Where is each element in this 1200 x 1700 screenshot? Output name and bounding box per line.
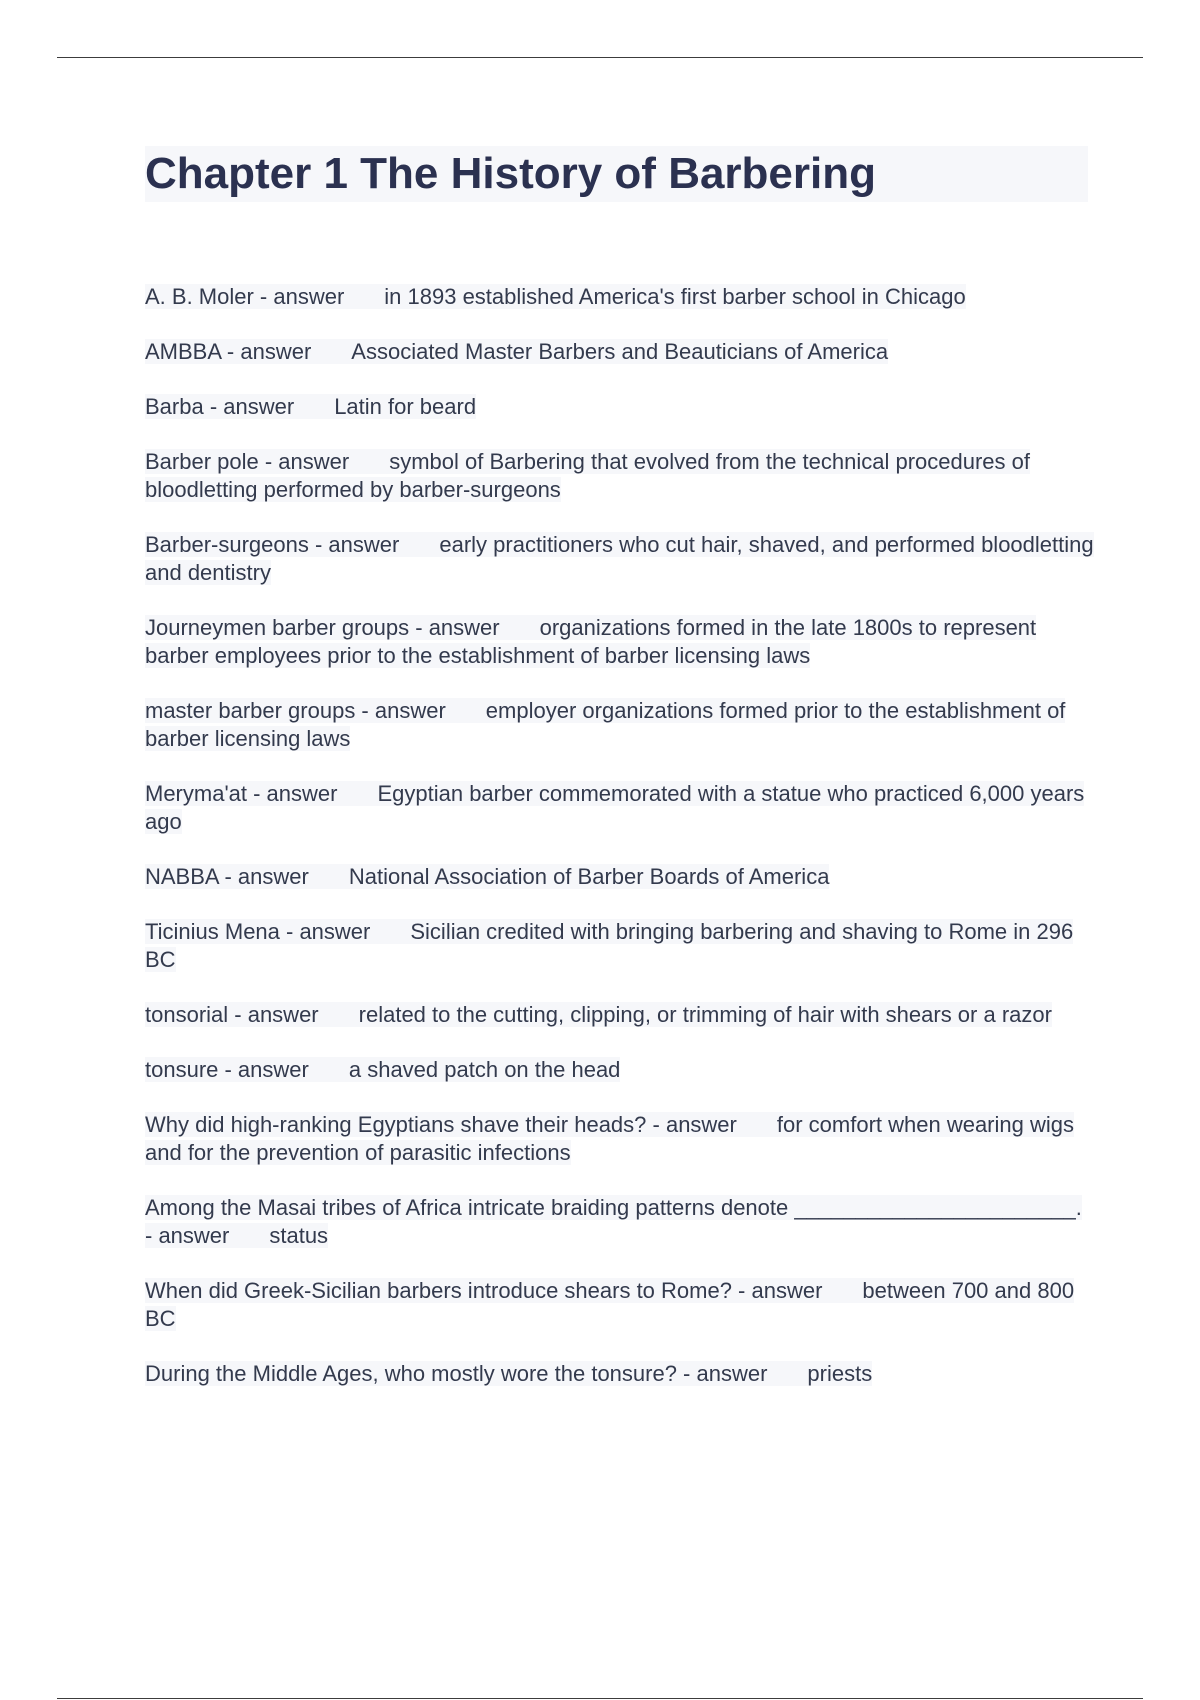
entry-term: Meryma'at - answer [145,781,338,806]
entry-term: NABBA - answer [145,864,309,889]
flashcard-entry [145,393,1095,421]
page-title: Chapter 1 The History of Barbering [145,149,877,198]
entry-answer: a shaved patch on the head [348,1057,621,1082]
flashcard-entry [145,697,1095,753]
flashcard-entry [145,918,1095,974]
flashcard-entry [145,283,1095,311]
flashcard-entry [145,780,1095,836]
entry-term: AMBBA - answer [145,339,312,364]
entry-answer: employer organizations formed prior to the establishment of barber licensing laws [145,698,1066,751]
entry-answer: for comfort when wearing wigs and for the prevention of parasitic infections [145,1112,1074,1165]
top-divider [57,57,1143,58]
flashcard-entry [145,1277,1095,1333]
entry-term: Barba - answer [145,394,295,419]
entry-answer: Associated Master Barbers and Beauticians of America [351,339,889,364]
entry-answer: Latin for beard [334,394,477,419]
entry-answer: National Association of Barber Boards of America [348,864,830,889]
entry-answer: Egyptian barber commemorated with a statue who practiced 6,000 years ago [145,781,1085,834]
entry-term: tonsorial - answer [145,1002,319,1027]
flashcard-entry [145,338,1095,366]
flashcard-entry [145,1194,1095,1250]
entry-answer: related to the cutting, clipping, or trimming of hair with shears or a razor [358,1002,1052,1027]
entry-term: master barber groups - answer [145,698,446,723]
entry-answer: status [269,1223,329,1248]
flashcard-entry [145,1360,1095,1388]
entry-term: When did Greek-Sicilian barbers introduce shears to Rome? - answer [145,1278,823,1303]
entry-term: Why did high-ranking Egyptians shave their heads? - answer [145,1112,737,1137]
entry-term: Among the Masai tribes of Africa intricate braiding patterns denote _______________________. - answer [145,1195,1082,1248]
entry-answer: organizations formed in the late 1800s to represent barber employees prior to the establishment of barber licensing laws [145,615,1037,668]
entry-answer: priests [807,1361,873,1386]
entry-term: During the Middle Ages, who mostly wore the tonsure? - answer [145,1361,768,1386]
entry-term: tonsure - answer [145,1057,309,1082]
entry-answer: Sicilian credited with bringing barbering and shaving to Rome in 296 BC [145,919,1074,972]
flashcard-entry [145,1111,1095,1167]
entry-term: A. B. Moler - answer [145,284,345,309]
flashcard-entry [145,531,1095,587]
bottom-divider [57,1698,1143,1699]
entry-term: Ticinius Mena - answer [145,919,371,944]
flashcard-entry [145,448,1095,504]
entry-answer: symbol of Barbering that evolved from the technical procedures of bloodletting performed by barber-surgeons [145,449,1031,502]
flashcard-entry [145,1001,1095,1029]
entry-term: Barber pole - answer [145,449,350,474]
flashcard-entry [145,1056,1095,1084]
entry-answer: early practitioners who cut hair, shaved, and performed bloodletting and dentistry [145,532,1094,585]
flashcard-list [145,283,1095,1415]
flashcard-entry [145,863,1095,891]
entry-answer: between 700 and 800 BC [145,1278,1075,1331]
entry-answer: in 1893 established America's first barber school in Chicago [384,284,966,309]
entry-term: Journeymen barber groups - answer [145,615,500,640]
flashcard-entry [145,614,1095,670]
entry-term: Barber-surgeons - answer [145,532,400,557]
